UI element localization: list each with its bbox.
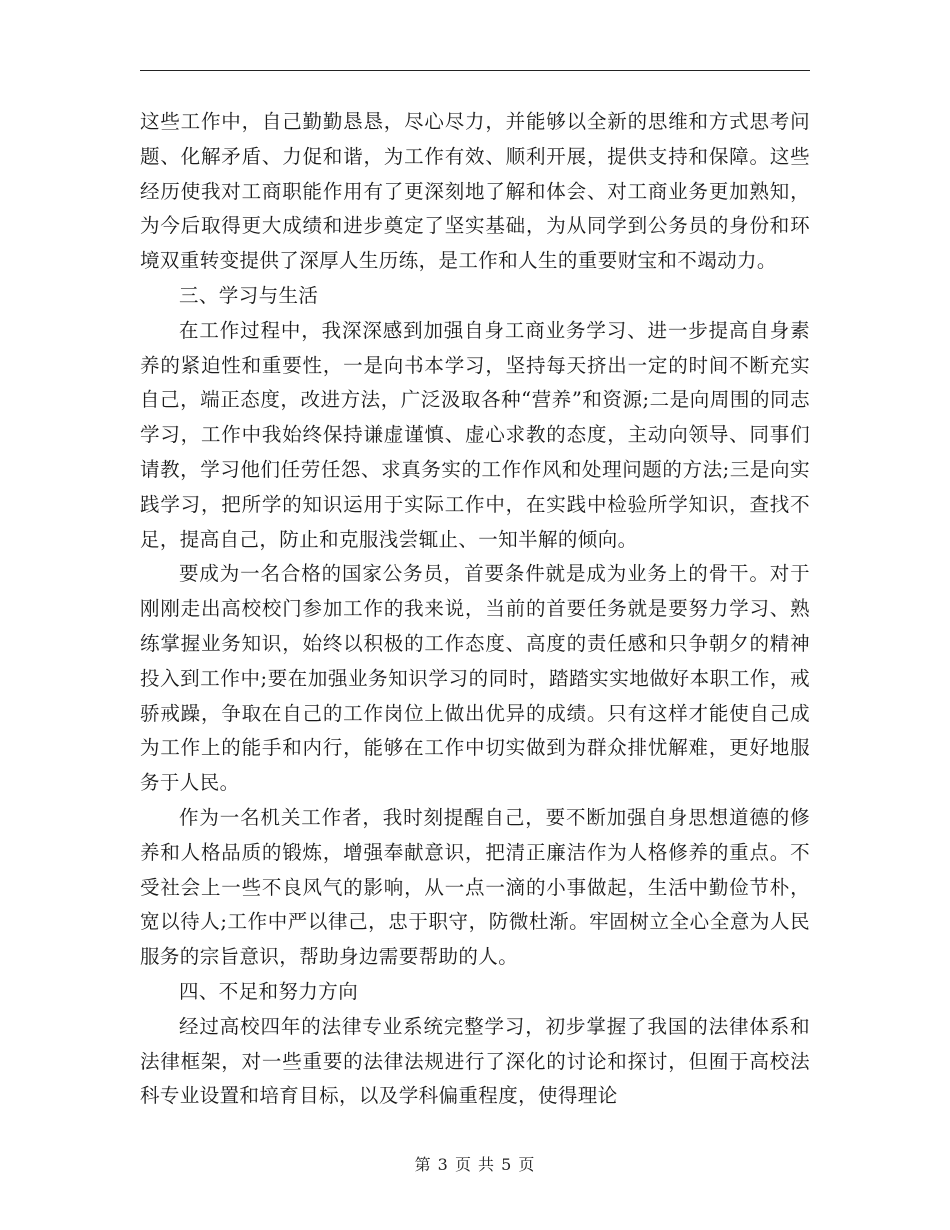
header-rule [140,70,810,71]
paragraph-legal-study: 经过高校四年的法律专业系统完整学习，初步掌握了我国的法律体系和法律框架，对一些重要的法律法规进行了深化的讨论和探讨，但囿于高校法科专业设置和培育目标，以及学科偏重程度，使得理论 [140,1014,810,1108]
paragraph-qualified-civil-servant: 要成为一名合格的国家公务员，首要条件就是成为业务上的骨干。对于刚刚走出高校校门参加工作的我来说，当前的首要任务就是要努力学习、熟练掌握业务知识，始终以积极的工作态度、高度的责任感和只争朝夕的精神投入到工作中;要在加强业务知识学习的同时，踏踏实实地做好本职工作，戒骄戒躁，争取在自己的工作岗位上做出优异的成绩。只有这样才能使自己成为工作上的能手和内行，能够在工作中切实做到为群众排忧解难，更好地服务于人民。 [140,562,810,795]
paragraph-continuation: 这些工作中，自己勤勤恳恳，尽心尽力，并能够以全新的思维和方式思考问题、化解矛盾、力促和谐，为工作有效、顺利开展，提供支持和保障。这些经历使我对工商职能作用有了更深刻地了解和体会、对工商业务更加熟知，为今后取得更大成绩和进步奠定了坚实基础，为从同学到公务员的身份和环境双重转变提供了深厚人生历练，是工作和人生的重要财宝和不竭动力。 [140,110,810,273]
page-number-footer: 第 3 页 共 5 页 [414,1155,536,1174]
paragraph-moral-cultivation: 作为一名机关工作者，我时刻提醒自己，要不断加强自身思想道德的修养和人格品质的锻炼，增强奉献意识，把清正廉洁作为人格修养的重点。不受社会上一些不良风气的影响，从一点一滴的小事做起，生活中勤俭节朴，宽以待人;工作中严以律己，忠于职守，防微杜渐。牢固树立全心全意为人民服务的宗旨意识，帮助身边需要帮助的人。 [140,805,810,969]
section-heading-shortcomings: 四、不足和努力方向 [179,979,359,1003]
document-body [140,105,810,1114]
paragraph-study-importance: 在工作过程中，我深深感到加强自身工商业务学习、进一步提高自身素养的紧迫性和重要性，一是向书本学习，坚持每天挤出一定的时间不断充实自己，端正态度，改进方法，广泛汲取各种“营养”和资源;二是向周围的同志学习，工作中我始终保持谦虚谨慎、虚心求教的态度，主动向领导、同事们请教，学习他们任劳任怨、求真务实的工作作风和处理问题的方法;三是向实践学习，把所学的知识运用于实际工作中，在实践中检验所学知识，查找不足，提高自己，防止和克服浅尝辄止、一知半解的倾向。 [140,318,810,551]
section-heading-study-life: 三、学习与生活 [179,283,319,307]
